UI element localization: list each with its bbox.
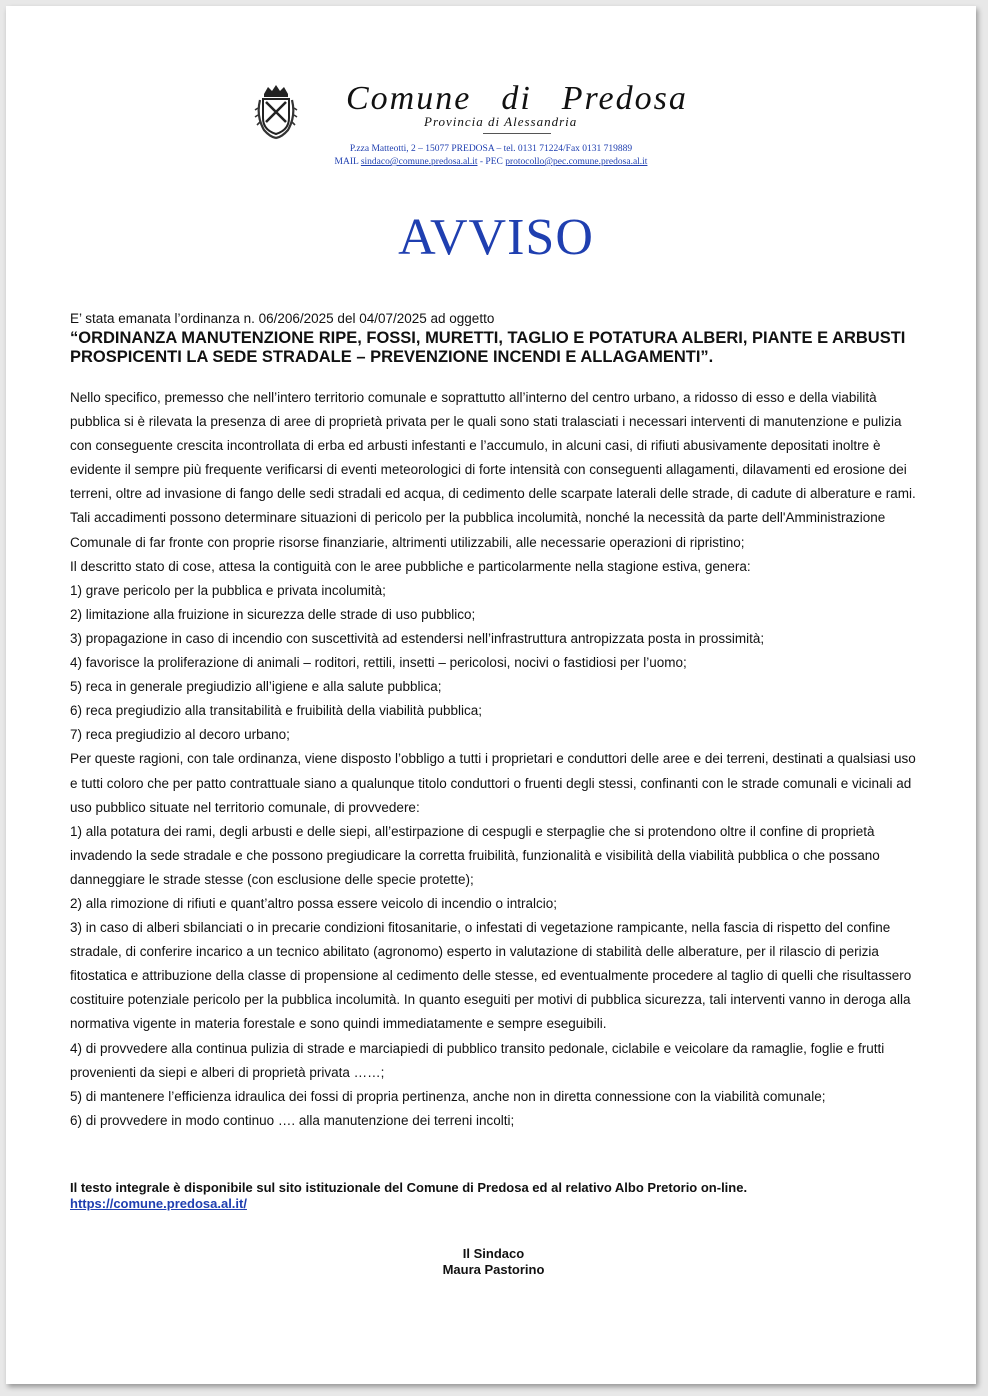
- contact-line: MAIL sindaco@comune.predosa.al.it - PEC protocollo@pec.comune.predosa.al.it: [334, 157, 648, 167]
- list-item: 5) reca in generale pregiudizio all’igiene e alla salute pubblica;: [70, 679, 442, 695]
- list-item: 7) reca pregiudizio al decoro urbano;: [70, 727, 290, 743]
- list-item: 2) alla rimozione di rifiuti e quant’altro possa essere veicolo di incendio o intralcio;: [70, 895, 558, 911]
- notice-title: AVVISO: [398, 209, 594, 266]
- header-divider: [483, 133, 551, 134]
- pec-link[interactable]: protocollo@pec.comune.predosa.al.it: [505, 157, 648, 167]
- list-item: 6) reca pregiudizio alla transitabilità e fruibilità della viabilità pubblica;: [70, 703, 482, 719]
- website-link[interactable]: https://comune.predosa.al.it/: [70, 1196, 247, 1211]
- list-item: 4) di provvedere alla continua pulizia di strade e marciapiedi di pubblico transito pedonale, ciclabile e veicolare da ramaglie, foglie e frutti provenienti da siepi e alberi di proprietà privata ……;: [70, 1040, 885, 1080]
- list-item: 4) favorisce la proliferazione di animali – roditori, rettili, insetti – pericolosi, nocivi o fastidiosi per l’uomo;: [70, 655, 687, 671]
- list-item: 1) alla potatura dei rami, degli arbusti e delle siepi, all’estirpazione di cespugli e sterpaglie che si protendono oltre il confine di proprietà invadendo la sede stradale e che possono pregiudicare la corretta fruibilità, funzionalità e visibilità della viabilità pubblica o che possano danneggiare le strade stesse (con esclusione delle specie protette);: [70, 823, 880, 887]
- ordinance-subject: “ORDINANZA MANUTENZIONE RIPE, FOSSI, MURETTI, TAGLIO E POTATURA ALBERI, PIANTE E ARBUSTI PROSPICENTI LA SEDE STRADALE – PREVENZIONE INCENDI E ALLAGAMENTI”.: [70, 329, 906, 366]
- province-name: Provincia di Alessandria: [424, 114, 578, 129]
- list-item: 3) propagazione in caso di incendio con suscettività ad estendersi nell’infrastruttura antropizzata posta in prossimità;: [70, 630, 765, 646]
- list-item: 2) limitazione alla fruizione in sicurezza delle strade di uso pubblico;: [70, 606, 476, 622]
- signature-role: Il Sindaco: [462, 1246, 525, 1261]
- signature-name: Maura Pastorino: [442, 1262, 545, 1277]
- municipality-name: Comune di Predosa: [346, 80, 688, 117]
- body-paragraph: Nello specifico, premesso che nell’intero territorio comunale e soprattutto all’interno del centro urbano, a ridosso di esso e della viabilità pubblica si è rilevata la presenza di aree di proprietà privata per le quali sono stati tralasciati i necessari interventi di manutenzione e pulizia con conseguente crescita incontrollata di erba ed arbusti infestanti e l’accumulo, in alcuni casi, di rifiuti abusivamente depositati inoltre è evidente il sempre più frequente verificarsi di eventi meteorologici di forte intensità con conseguenti allagamenti, dilavamenti ed erosione dei terreni, oltre ad invasione di fango delle sedi stradali ed acqua, di cedimento delle scarpate laterali delle strade, di cadute di alberature e rami. Tali accadimenti possono determinare situazioni di pericolo per la pubblica incolumità, nonché la necessità da parte dell'Amministrazione Comunale di far fronte con proprie risorse finanziarie, altrimenti utilizzabili, alle necessarie operazioni di ripristino;: [70, 390, 916, 550]
- list-item: 1) grave pericolo per la pubblica e privata incolumità;: [70, 582, 386, 598]
- list-item: 5) di mantenere l’efficienza idraulica dei fossi di propria pertinenza, anche non in diretta connessione con la viabilità comunale;: [70, 1088, 826, 1104]
- ordinance-intro: E’ stata emanata l’ordinanza n. 06/206/2025 del 04/07/2025 ad oggetto: [70, 311, 495, 326]
- body-paragraph: Il descritto stato di cose, attesa la contiguità con le aree pubbliche e particolarmente nella stagione estiva, genera:: [70, 558, 751, 574]
- document-page: [6, 6, 976, 1384]
- list-item: 3) in caso di alberi sbilanciati o in precarie condizioni fitosanitarie, o infestati di vegetazione rampicante, nella fascia di rispetto del confine stradale, di conferire incarico a un tecnico abilitato (agronomo) esperto in valutazione di stabilità delle alberature, per il rilascio di perizia fitostatica e attribuzione della classe di propensione al cedimento delle stesse, ed eventualmente procedere al taglio di quelli che risultassero costituire potenziale pericolo per la pubblica incolumità. In quanto eseguiti per motivi di pubblica sicurezza, tali interventi vanno in deroga alla normativa vigente in materia forestale e sono quindi immediatamente e sempre eseguibili.: [70, 920, 912, 1032]
- mail-link[interactable]: sindaco@comune.predosa.al.it: [360, 157, 478, 167]
- municipal-crest-icon: [254, 82, 298, 140]
- full-text-note: Il testo integrale è disponibile sul sito istituzionale del Comune di Predosa ed al relativo Albo Pretorio on-line.: [70, 1180, 748, 1195]
- address-line: P.zza Matteotti, 2 – 15077 PREDOSA – tel. 0131 71224/Fax 0131 719889: [349, 144, 633, 154]
- body-paragraph: Per queste ragioni, con tale ordinanza, viene disposto l’obbligo a tutti i proprietari e conduttori delle aree e dei terreni, destinati a qualsiasi uso e tutti coloro che per patto contrattuale siano a qualunque titolo conduttori o fruenti degli stessi, confinanti con le strade comunali e vicinali ad uso pubblico situate nel territorio comunale, di provvedere:: [70, 751, 916, 815]
- ordinance-body: [70, 386, 926, 1133]
- list-item: 6) di provvedere in modo continuo …. alla manutenzione dei terreni incolti;: [70, 1112, 515, 1128]
